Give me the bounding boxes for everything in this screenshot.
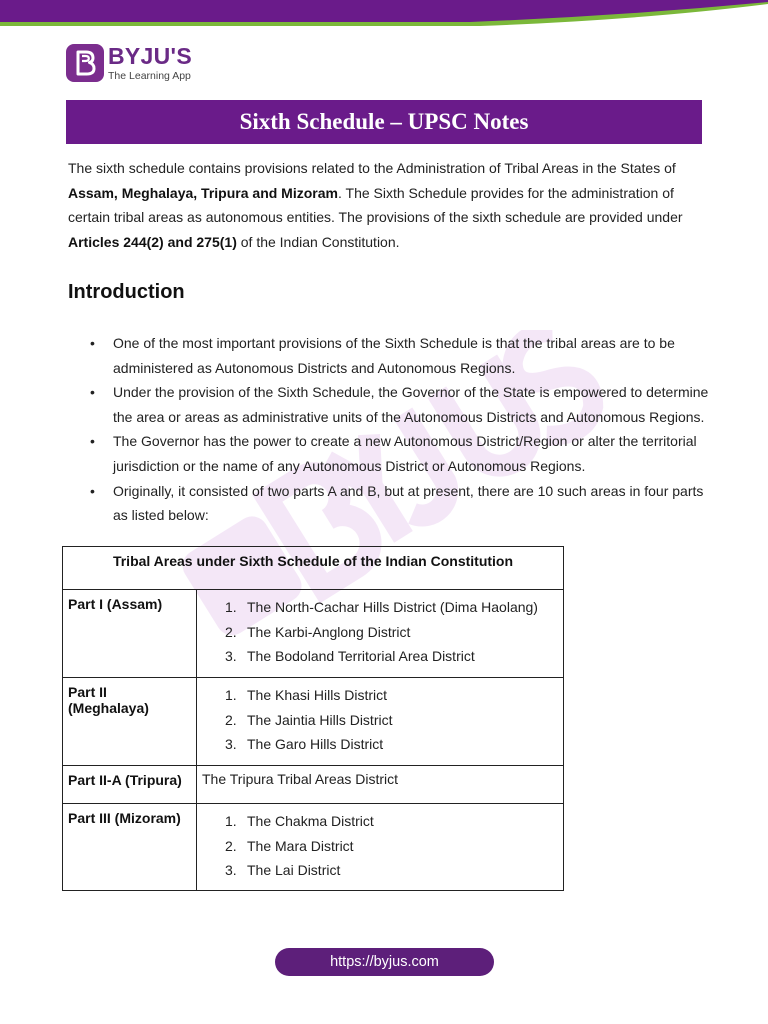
district-item: [202, 595, 558, 620]
logo-icon: [66, 44, 104, 82]
district-list: [202, 683, 558, 757]
district-name: The Garo Hills District: [247, 736, 384, 752]
district-name: The Khasi Hills District: [247, 687, 388, 703]
intro-bold-states: Assam, Meghalaya, Tripura and Mizoram: [68, 184, 338, 201]
title-bar: [66, 100, 702, 144]
logo-b-icon: [73, 49, 97, 77]
item-number: 1.: [225, 813, 237, 829]
district-item: [202, 809, 558, 834]
footer-url-button[interactable]: [275, 948, 494, 976]
bullet-dot-icon: •: [90, 482, 95, 499]
logo-tagline: The Learning App: [108, 70, 191, 82]
bullet-text: Under the provision of the Sixth Schedule, the Governor of the State is empowered to determine the area or areas as administrative units of the Autonomous Districts and Autonomous Regions.: [113, 384, 709, 425]
section-heading-introduction: Introduction: [68, 281, 185, 303]
introduction-bullet-list: [90, 331, 710, 528]
list-item: [90, 331, 710, 380]
item-number: 2.: [225, 623, 237, 640]
intro-bold-articles: Articles 244(2) and 275(1): [68, 233, 237, 250]
bullet-text: Originally, it consisted of two parts A and B, but at present, there are 10 such areas in four parts as listed below:: [113, 482, 704, 524]
part-cell: Part III (Mizoram): [63, 804, 197, 891]
district-name: The Karbi-Anglong District: [247, 623, 411, 640]
district-list: [202, 595, 558, 669]
district-name: The Bodoland Territorial Area District: [247, 648, 475, 664]
district-name: The Mara District: [247, 837, 354, 854]
item-number: 3.: [225, 862, 237, 878]
intro-text-3: of the Indian Constitution.: [236, 233, 400, 250]
footer-url-link[interactable]: https://byjus.com: [330, 954, 439, 970]
table-row: [63, 766, 564, 804]
district-text-cell: The Tripura Tribal Areas District: [197, 766, 564, 804]
district-item: [202, 644, 558, 669]
tribal-areas-table: [62, 546, 564, 891]
intro-text-2: . The Sixth Schedule provides for the administration of certain tribal areas as autonomous entities. The provisions of the sixth schedule are provided under: [68, 184, 683, 225]
district-item: [202, 732, 558, 757]
district-name: The North-Cachar Hills District (Dima Haolang): [247, 599, 538, 615]
item-number: 2.: [225, 837, 237, 854]
list-item: [90, 380, 710, 429]
byjus-logo[interactable]: [66, 44, 192, 86]
district-name: The Jaintia Hills District: [247, 711, 393, 728]
list-item: [90, 429, 710, 478]
intro-paragraph: [68, 156, 708, 254]
list-item: [90, 479, 710, 528]
table-row: [63, 804, 564, 891]
bullet-dot-icon: •: [90, 335, 95, 351]
bullet-dot-icon: •: [90, 433, 95, 450]
header-band-graphic: [0, 0, 768, 26]
logo-name: BYJU'S: [108, 43, 192, 69]
item-number: 1.: [225, 599, 237, 615]
district-list-cell: [197, 804, 564, 891]
district-item: [202, 620, 558, 645]
part-cell: Part II-A (Tripura): [63, 766, 197, 804]
bullet-text: One of the most important provisions of the Sixth Schedule is that the tribal areas are to be administered as Autonomous Districts and Autonomous Regions.: [113, 335, 675, 376]
district-item: [202, 858, 558, 883]
table-row: [63, 590, 564, 678]
district-list: [202, 809, 558, 883]
table-caption: Tribal Areas under Sixth Schedule of the Indian Constitution: [63, 547, 564, 590]
bullet-dot-icon: •: [90, 384, 95, 401]
item-number: 3.: [225, 648, 237, 664]
item-number: 1.: [225, 687, 237, 703]
table-row: [63, 678, 564, 766]
district-item: [202, 683, 558, 708]
bullet-text: The Governor has the power to create a new Autonomous District/Region or alter the territorial jurisdiction or the name of any Autonomous District or Autonomous Regions.: [113, 433, 697, 474]
item-number: 3.: [225, 736, 237, 752]
purple-band: [0, 0, 768, 22]
part-cell: Part II (Meghalaya): [63, 678, 197, 766]
district-list-cell: [197, 590, 564, 678]
district-list-cell: [197, 678, 564, 766]
page-title: Sixth Schedule – UPSC Notes: [239, 109, 529, 134]
intro-text-1: The sixth schedule contains provisions related to the Administration of Tribal Areas in the States of: [68, 160, 676, 176]
district-item: [202, 834, 558, 859]
item-number: 2.: [225, 711, 237, 728]
district-name: The Chakma District: [247, 813, 374, 829]
part-cell: Part I (Assam): [63, 590, 197, 678]
district-name: The Lai District: [247, 862, 341, 878]
header-band: [0, 0, 768, 26]
district-item: [202, 708, 558, 733]
